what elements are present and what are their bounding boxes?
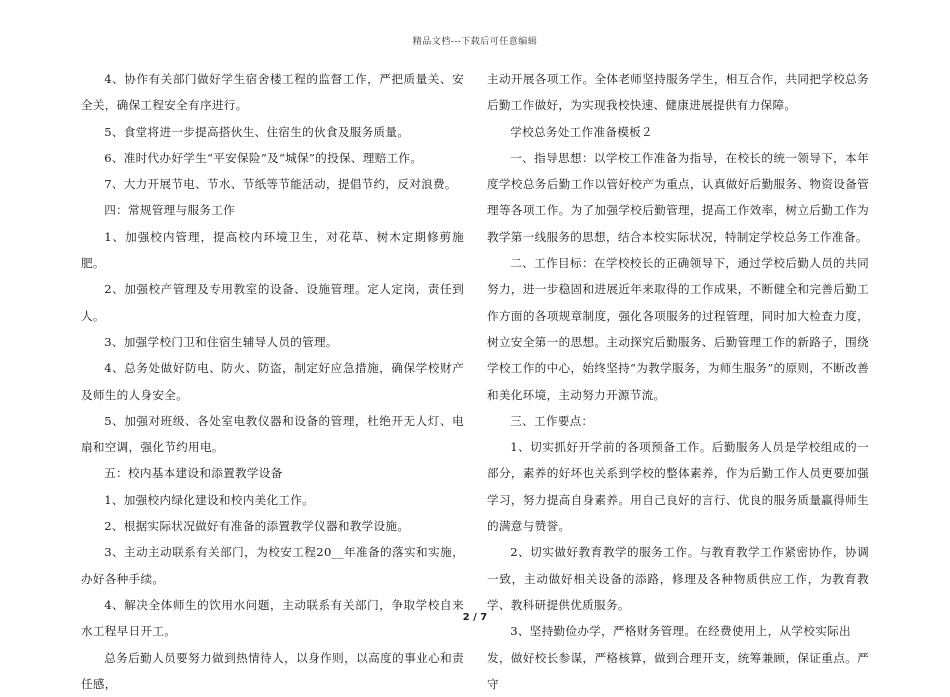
paragraph: 1、加强校内管理，提高校内环境卫生，对花草、树木定期修剪施肥。	[81, 229, 464, 271]
paragraph: 3、坚持勤俭办学，严格财务管理。在经费使用上，从学校实际出	[510, 624, 851, 639]
paragraph: 6、准时代办好学生“平安保险”及“城保”的投保、理赔工作。	[104, 150, 423, 165]
paragraph: 3、主动主动联系有关部门，为校安工程20__年准备的落实和实施，办好各种手续。	[81, 545, 464, 586]
page-header: 精品文档---下载后可任意编辑	[412, 37, 538, 47]
left-column	[81, 66, 464, 697]
paragraph: 2、根据实际状况做好有准备的添置教学仪器和教学设施。	[104, 519, 410, 534]
paragraph: 4、协作有关部门做好学生宿舍楼工程的监督工作，严把质量关、安全关，确保工程安全有序进行。	[81, 72, 464, 113]
paragraph: 2、加强校产管理及专用教室的设备、设施管理。定人定岗，责任到人。	[81, 282, 464, 323]
paragraph: 4、总务处做好防电、防火、防盗，制定好应急措施，确保学校财产及师生的人身安全。	[81, 361, 464, 402]
paragraph: 二、工作目标：在学校校长的正确领导下，通过学校后勤人员的共同努力，进一步稳固和进展近年来取得的工作成果，不断健全和完善后勤工作方面的各项规章制度，强化各项服务的过程管理，同时加大检查力度，树立安全第一的思想。主动探究后勤服务、后勤管理工作的新路子，围绕学校工作的中心，始终坚持“为教学服务，为师生服务”的原则，不断改善和美化环境，主动努力开源节流。	[487, 256, 869, 402]
section-heading: 五：校内基本建设和添置教学设备	[104, 466, 283, 481]
paragraph: 3、加强学校门卫和住宿生辅导人员的管理。	[104, 334, 338, 349]
paragraph: 发，做好校长参谋，严格核算，做到合理开支，统筹兼顾，保证重点。严守	[487, 650, 869, 691]
paragraph: 5、加强对班级、各处室电教仪器和设备的管理，杜绝开无人灯、电扇和空调，强化节约用电。	[81, 413, 464, 455]
paragraph: 主动开展各项工作。全体老师坚持服务学生，相互合作，共同把学校总务后勤工作做好，为实现我校快速、健康进展提供有力保障。	[487, 72, 869, 113]
paragraph: 2、切实做好教育教学的服务工作。与教育教学工作紧密协作，协调一致，主动做好相关设备的添路，修理及各种物质供应工作，为教育教学、教科研提供优质服务。	[487, 545, 869, 612]
section-heading: 四：常规管理与服务工作	[104, 203, 236, 218]
paragraph: 总务后勤人员要努力做到热情待人，以身作则，以高度的事业心和责任感，	[81, 650, 464, 691]
page-number: 2 / 7	[462, 612, 488, 623]
paragraph: 5、食堂将进一步提高搭伙生、住宿生的伙食及服务质量。	[104, 124, 410, 139]
right-column	[487, 66, 869, 697]
paragraph: 一、指导思想：以学校工作准备为指导，在校长的统一领导下，本年度学校总务后勤工作以管好校产为重点，认真做好后勤服务、物资设备管理等各项工作。为了加强学校后勤管理，提高工作效率，树立后勤工作为教学第一线服务的思想，结合本校实际状况，特制定学校总务工作准备。	[487, 150, 869, 244]
paragraph: 1、切实抓好开学前的各项预备工作。后勤服务人员是学校组成的一部分，素养的好坏也关系到学校的整体素养，作为后勤工作人员更要加强学习，努力提高自身素养。用自己良好的言行、优良的服务质量赢得师生的满意与赞誉。	[487, 440, 869, 534]
paragraph: 4、解决全体师生的饮用水问题，主动联系有关部门，争取学校自来水工程早日开工。	[81, 597, 464, 639]
paragraph: 7、大力开展节电、节水、节纸等节能活动，提倡节约，反对浪费。	[104, 177, 457, 192]
section-title: 学校总务处工作准备模板２	[510, 124, 653, 139]
section-heading: 三、工作要点：	[510, 413, 594, 428]
paragraph: 1、加强校内绿化建设和校内美化工作。	[104, 492, 315, 507]
